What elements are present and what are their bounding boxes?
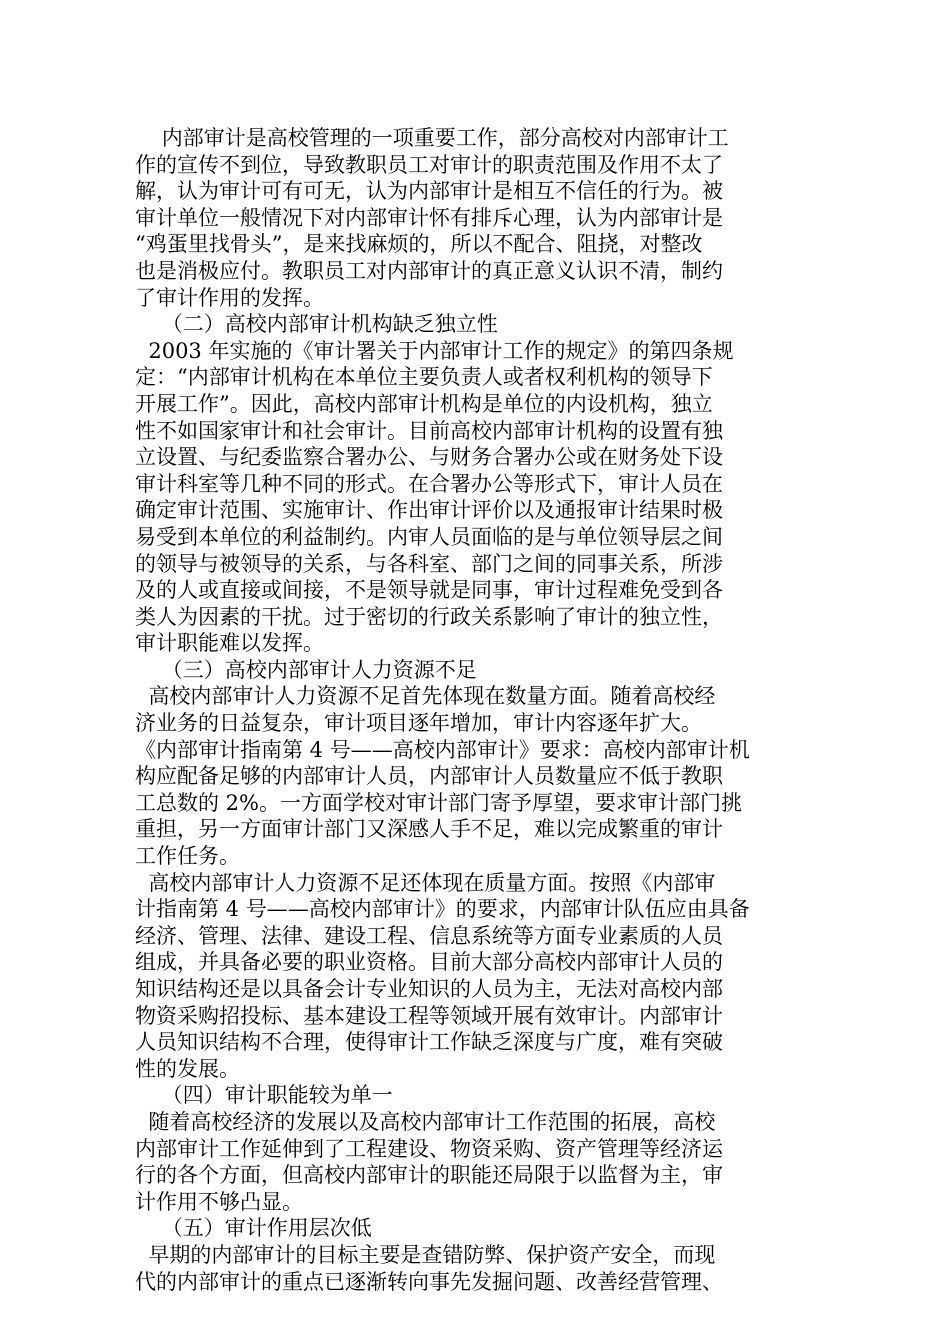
body-paragraph xyxy=(135,338,800,657)
paragraph-line: “鸡蛋里找骨头”，是来找麻烦的，所以不配合、阻挠，对整改 xyxy=(135,232,703,257)
section-heading xyxy=(135,1082,800,1109)
paragraph-line: 解，认为审计可有可无，认为内部审计是相互不信任的行为。被 xyxy=(135,179,723,204)
section-heading xyxy=(135,1215,800,1242)
paragraph-line: 人员知识结构不合理，使得审计工作缺乏深度与广度，难有突破 xyxy=(135,1030,723,1055)
paragraph-line: 及的人或直接或间接，不是领导就是同事，审计过程难免受到各 xyxy=(135,578,723,603)
paragraph-line: 工总数的 2%。一方面学校对审计部门寄予厚望，要求审计部门挑 xyxy=(135,790,742,815)
body-paragraph xyxy=(135,870,800,1083)
paragraph-line: 构应配备足够的内部审计人员，内部审计人员数量应不低于教职 xyxy=(135,764,723,789)
paragraph-line: 作的宣传不到位，导致教职员工对审计的职责范围及作用不太了 xyxy=(135,152,723,177)
paragraph-line: 计指南第 4 号——高校内部审计》的要求，内部审计队伍应由具备 xyxy=(135,897,750,922)
paragraph-line: 高校内部审计人力资源不足还体现在质量方面。按照《内部审 xyxy=(135,870,716,895)
paragraph-line: 组成，并具备必要的职业资格。目前大部分高校内部审计人员的 xyxy=(135,950,723,975)
paragraph-line: 济业务的日益复杂，审计项目逐年增加，审计内容逐年扩大。 xyxy=(135,711,702,736)
paragraph-line: 早期的内部审计的目标主要是查错防弊、保护资产安全，而现 xyxy=(135,1242,716,1267)
paragraph-line: 审计职能难以发挥。 xyxy=(135,631,324,656)
heading-text: （二）高校内部审计机构缺乏独立性 xyxy=(135,312,498,337)
body-paragraph xyxy=(135,683,800,869)
paragraph-line: 重担，另一方面审计部门又深感人手不足，难以完成繁重的审计 xyxy=(135,817,723,842)
paragraph-line: 审计科室等几种不同的形式。在合署办公等形式下，审计人员在 xyxy=(135,471,723,496)
body-paragraph xyxy=(135,1242,800,1295)
paragraph-line: 开展工作”。因此，高校内部审计机构是单位的内设机构，独立 xyxy=(135,391,713,416)
paragraph-line: 性不如国家审计和社会审计。目前高校内部审计机构的设置有独 xyxy=(135,418,723,443)
paragraph-line: 定：“内部审计机构在本单位主要负责人或者权利机构的领导下 xyxy=(135,365,713,390)
paragraph-line: 2003 年实施的《审计署关于内部审计工作的规定》的第四条规 xyxy=(135,338,734,363)
heading-text: （五）审计作用层次低 xyxy=(135,1216,372,1241)
paragraph-line: 类人为因素的干扰。过于密切的行政关系影响了审计的独立性， xyxy=(135,604,723,629)
paragraph-line: 计作用不够凸显。 xyxy=(135,1189,303,1214)
paragraph-line: 知识结构还是以具备会计专业知识的人员为主，无法对高校内部 xyxy=(135,977,723,1001)
paragraph-line: 行的各个方面，但高校内部审计的职能还局限于以监督为主，审 xyxy=(135,1163,723,1188)
paragraph-line: 随着高校经济的发展以及高校内部审计工作范围的拓展，高校 xyxy=(135,1109,716,1134)
paragraph-line: 经济、管理、法律、建设工程、信息系统等方面专业素质的人员 xyxy=(135,923,723,948)
paragraph-line: 的领导与被领导的关系，与各科室、部门之间的同事关系，所涉 xyxy=(135,551,723,576)
paragraph-line: 性的发展。 xyxy=(135,1056,240,1081)
paragraph-line: 高校内部审计人力资源不足首先体现在数量方面。随着高校经 xyxy=(135,684,716,709)
paragraph-line: 内部审计是高校管理的一项重要工作，部分高校对内部审计工 xyxy=(135,126,729,150)
heading-text: （四）审计职能较为单一 xyxy=(135,1083,393,1108)
paragraph-line: 易受到本单位的利益制约。内审人员面临的是与单位领导层之间 xyxy=(135,524,723,549)
paragraph-line: 也是消极应付。教职员工对内部审计的真正意义认识不清，制约 xyxy=(135,258,723,283)
paragraph-line: 代的内部审计的重点已逐渐转向事先发掘问题、改善经营管理、 xyxy=(135,1269,723,1294)
paragraph-line: 审计单位一般情况下对内部审计怀有排斥心理，认为内部审计是 xyxy=(135,205,723,230)
paragraph-line: 物资采购招投标、基本建设工程等领域开展有效审计。内部审计 xyxy=(135,1003,723,1028)
body-paragraph xyxy=(135,1109,800,1215)
paragraph-line: 立设置、与纪委监察合署办公、与财务合署办公或在财务处下设 xyxy=(135,445,723,470)
paragraph-line: 工作任务。 xyxy=(135,844,240,869)
paragraph-line: 了审计作用的发挥。 xyxy=(135,285,324,310)
document-page xyxy=(135,125,800,1295)
section-heading xyxy=(135,311,800,338)
paragraph-line: 确定审计范围、实施审计、作出审计评价以及通报审计结果时极 xyxy=(135,498,723,523)
section-heading xyxy=(135,657,800,684)
body-paragraph xyxy=(135,125,800,311)
paragraph-line: 《内部审计指南第 4 号——高校内部审计》要求：高校内部审计机 xyxy=(135,737,750,762)
heading-text: （三）高校内部审计人力资源不足 xyxy=(135,657,477,682)
paragraph-line: 内部审计工作延伸到了工程建设、物资采购、资产管理等经济运 xyxy=(135,1136,723,1161)
